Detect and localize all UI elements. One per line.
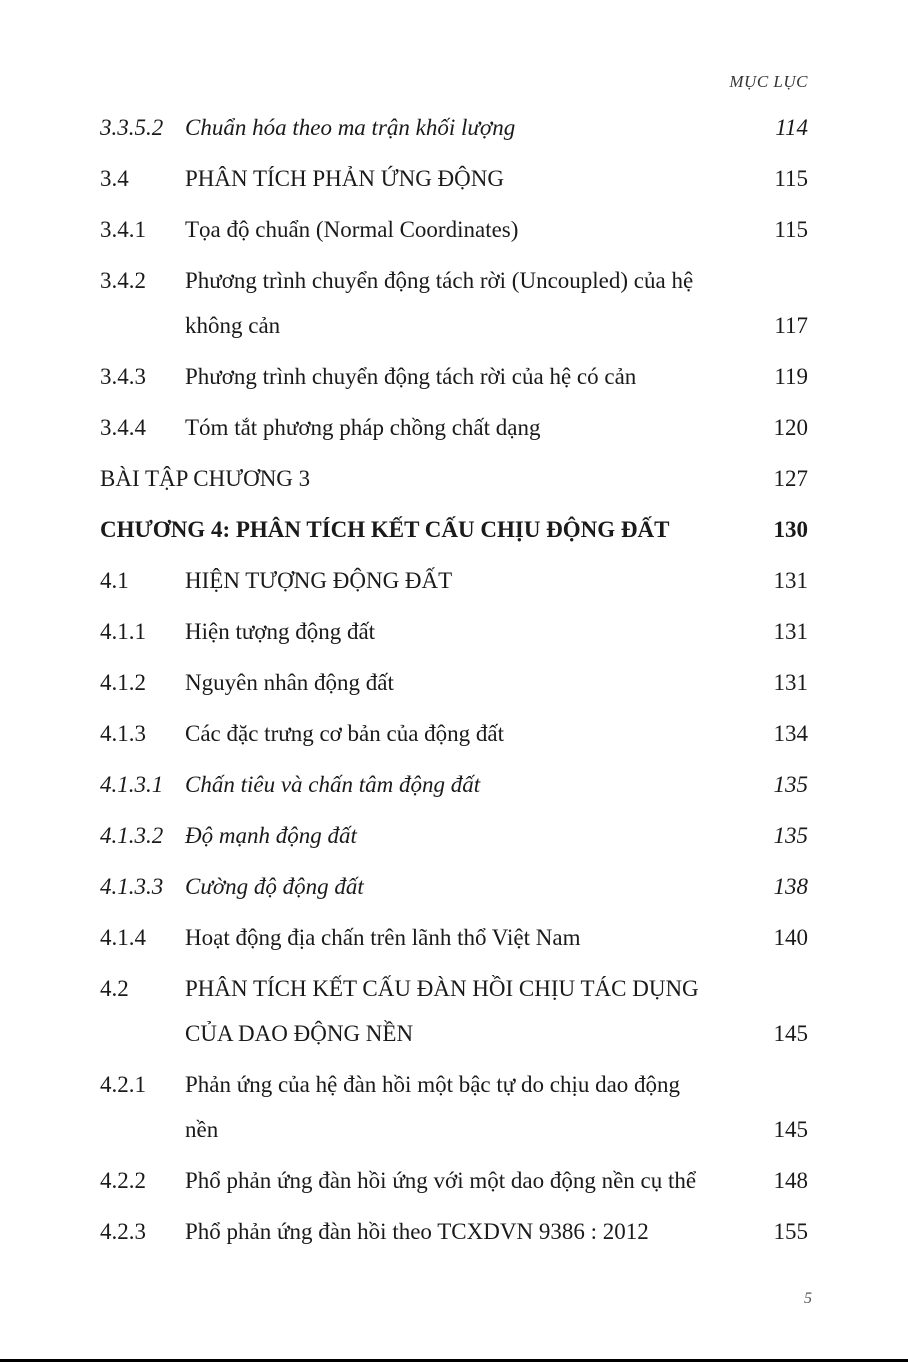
toc-entry-title: Các đặc trưng cơ bản của động đất	[185, 721, 505, 746]
toc-entry-number: 3.4.3	[100, 364, 146, 389]
toc-entry-number: 4.1.3.1	[100, 772, 164, 797]
toc-entry[interactable]	[100, 352, 808, 403]
toc-entry-page: 115	[774, 166, 808, 191]
toc-entry-title: Phương trình chuyển động tách rời của hệ có cản	[185, 364, 637, 389]
toc-entry[interactable]	[100, 403, 808, 454]
toc-entry-title: Tọa độ chuẩn (Normal Coordinates)	[185, 217, 519, 242]
toc-entry[interactable]	[100, 811, 808, 862]
table-of-contents	[100, 103, 808, 1258]
running-header: MỤC LỤC	[729, 72, 808, 91]
toc-entry-title: Chấn tiêu và chấn tâm động đất	[185, 772, 481, 797]
toc-entry-title: PHÂN TÍCH PHẢN ỨNG ĐỘNG	[185, 166, 504, 191]
toc-entry-page: 131	[773, 568, 808, 593]
toc-entry-title: Hiện tượng động đất	[185, 619, 376, 644]
toc-entry-title: PHÂN TÍCH KẾT CẤU ĐÀN HỒI CHỊU TÁC DỤNG	[185, 976, 699, 1001]
toc-entry-number: 4.1.3.2	[100, 823, 164, 848]
toc-entry[interactable]	[100, 709, 808, 760]
toc-entry-title: Tóm tắt phương pháp chồng chất dạng	[185, 415, 541, 440]
toc-entry[interactable]	[100, 205, 808, 256]
toc-entry-title: Chuẩn hóa theo ma trận khối lượng	[185, 115, 516, 140]
toc-entry-page: 115	[774, 217, 808, 242]
toc-entry[interactable]	[100, 1207, 808, 1258]
toc-entry-number: 4.1.2	[100, 670, 146, 695]
toc-entry-title: Phổ phản ứng đàn hồi theo TCXDVN 9386 : 2012	[185, 1219, 649, 1244]
toc-entry-title: Phản ứng của hệ đàn hồi một bậc tự do chịu dao động	[185, 1072, 681, 1097]
toc-entry-number: 3.4	[100, 166, 129, 191]
toc-entry-page: 140	[773, 925, 808, 950]
page-number: 5	[804, 1290, 812, 1307]
toc-entry-number: 3.4.4	[100, 415, 146, 440]
toc-entry[interactable]	[100, 505, 808, 556]
toc-entry-page: 148	[773, 1168, 808, 1193]
toc-entry-page: 130	[773, 517, 808, 542]
toc-entry-title: HIỆN TƯỢNG ĐỘNG ĐẤT	[185, 568, 453, 593]
toc-entry[interactable]	[100, 154, 808, 205]
toc-entry-page: 155	[773, 1219, 808, 1244]
toc-entry[interactable]	[100, 454, 808, 505]
toc-entry-number: 4.1.3	[100, 721, 146, 746]
toc-entry-page: 135	[773, 772, 808, 797]
toc-entry[interactable]	[100, 556, 808, 607]
toc-entry-number: 3.4.1	[100, 217, 146, 242]
toc-entry-page: 120	[773, 415, 808, 440]
toc-entry[interactable]	[100, 760, 808, 811]
toc-entry-page: 114	[775, 115, 808, 140]
toc-entry-title: Hoạt động địa chấn trên lãnh thổ Việt Nam	[185, 925, 581, 950]
toc-entry-title: Cường độ động đất	[185, 874, 364, 899]
toc-entry-title: Phương trình chuyển động tách rời (Uncoupled) của hệ	[185, 268, 694, 293]
toc-entry-number: 4.1.3.3	[100, 874, 164, 899]
toc-entry-title: Phổ phản ứng đàn hồi ứng với một dao động nền cụ thể	[185, 1168, 697, 1193]
toc-entry-number: 4.1.1	[100, 619, 146, 644]
toc-entry-number: 4.2.1	[100, 1072, 146, 1097]
toc-entry[interactable]	[100, 103, 808, 154]
toc-entry-page: 131	[773, 670, 808, 695]
toc-entry[interactable]	[100, 862, 808, 913]
toc-entry[interactable]	[100, 607, 808, 658]
toc-entry[interactable]	[100, 964, 808, 1060]
toc-entry-page: 145	[773, 1021, 808, 1046]
toc-entry-page: 127	[773, 466, 808, 491]
toc-entry-number: 4.2.3	[100, 1219, 146, 1244]
toc-entry-number: 3.3.5.2	[100, 115, 164, 140]
toc-entry-title-continued: nền	[185, 1117, 219, 1142]
toc-entry-page: 135	[773, 823, 808, 848]
toc-entry-title: BÀI TẬP CHƯƠNG 3	[100, 466, 311, 491]
toc-entry-page: 138	[773, 874, 808, 899]
toc-entry[interactable]	[100, 658, 808, 709]
toc-entry-number: 4.1.4	[100, 925, 146, 950]
toc-entry-title: Độ mạnh động đất	[185, 823, 357, 848]
toc-entry-number: 4.2	[100, 976, 129, 1001]
toc-entry-number: 4.1	[100, 568, 129, 593]
toc-entry-title: Nguyên nhân động đất	[185, 670, 394, 695]
toc-entry[interactable]	[100, 1156, 808, 1207]
toc-entry-page: 119	[774, 364, 808, 389]
toc-entry-title: CHƯƠNG 4: PHÂN TÍCH KẾT CẤU CHỊU ĐỘNG ĐẤT	[100, 517, 670, 542]
toc-entry-page: 134	[773, 721, 808, 746]
toc-entry[interactable]	[100, 1060, 808, 1156]
toc-entry-title-continued: không cản	[185, 313, 281, 338]
toc-entry-number: 4.2.2	[100, 1168, 146, 1193]
toc-entry[interactable]	[100, 913, 808, 964]
toc-entry-page: 145	[773, 1117, 808, 1142]
toc-entry[interactable]	[100, 256, 808, 352]
toc-entry-page: 117	[774, 313, 808, 338]
toc-entry-title-continued: CỦA DAO ĐỘNG NỀN	[185, 1021, 414, 1046]
toc-entry-number: 3.4.2	[100, 268, 146, 293]
toc-entry-page: 131	[773, 619, 808, 644]
